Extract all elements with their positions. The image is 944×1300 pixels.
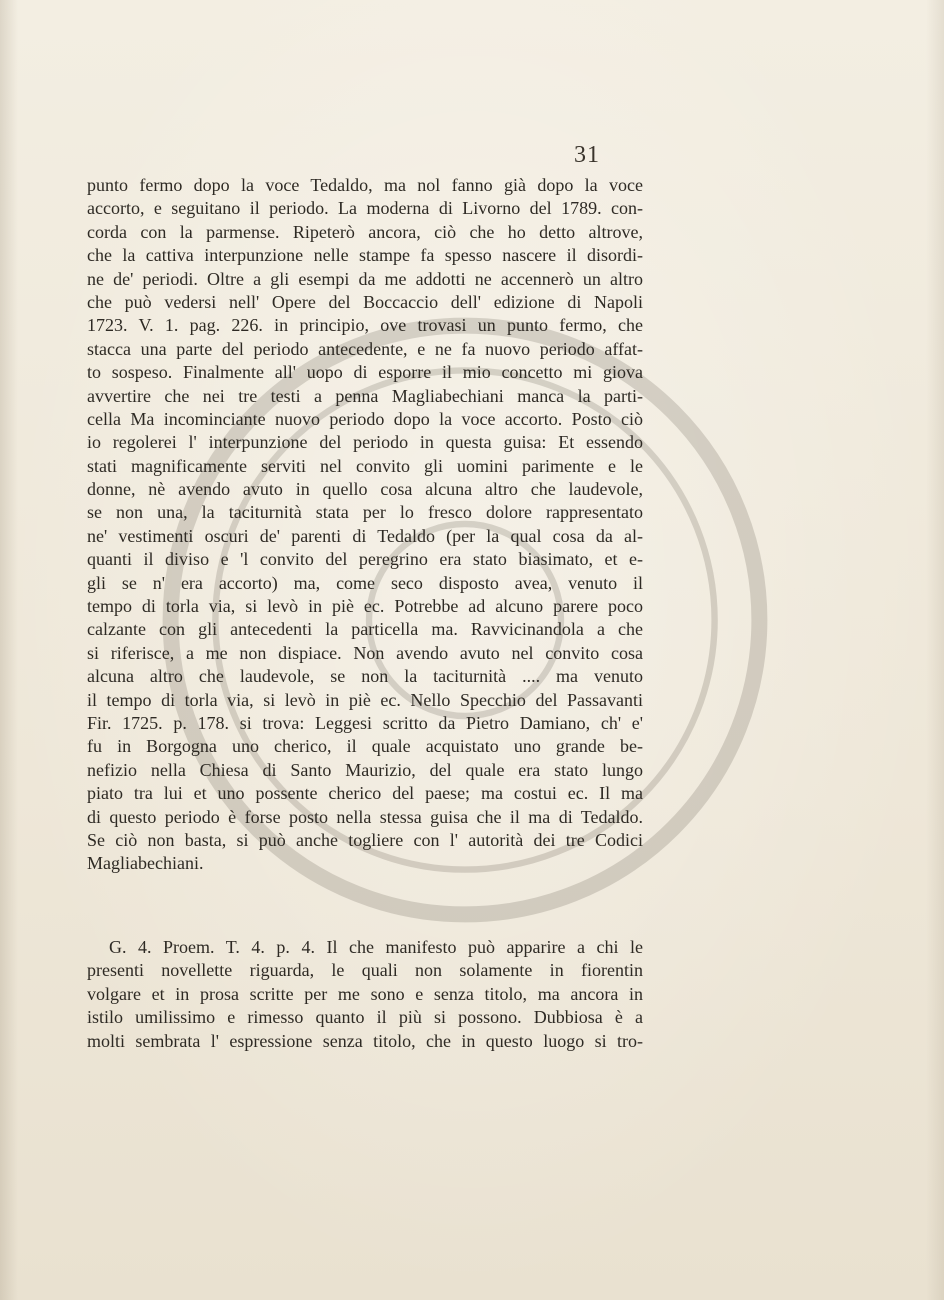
text-line: il tempo di torla via, si levò in piè ec. Nello Specchio del Passavanti: [87, 689, 643, 710]
text-line: stacca una parte del periodo antecedente, e ne fa nuovo periodo affat-: [87, 338, 643, 359]
text-line: tempo di torla via, si levò in piè ec. Potrebbe ad alcuno parere poco: [87, 596, 643, 617]
text-line: piato tra lui et uno possente cherico del paese; ma costui ec. Il ma: [87, 783, 643, 804]
text-line: che può vedersi nell' Opere del Boccaccio dell' edizione di Napoli: [87, 291, 643, 312]
text-line: Fir. 1725. p. 178. si trova: Leggesi scritto da Pietro Damiano, ch' e': [87, 712, 643, 733]
text-line: volgare et in prosa scritte per me sono e senza titolo, ma ancora in: [87, 983, 643, 1004]
text-line: alcuna altro che laudevole, se non la taciturnità .... ma venuto: [87, 666, 643, 687]
text-line: ne de' periodi. Oltre a gli esempi da me addotti ne accennerò un altro: [87, 268, 643, 289]
text-line: G. 4. Proem. T. 4. p. 4. Il che manifesto può apparire a chi le: [109, 937, 643, 957]
page-edge-right: [926, 0, 944, 1300]
text-line: calzante con gli antecedenti la particella ma. Ravvicinandola a che: [87, 619, 643, 640]
text-line: cella Ma incominciante nuovo periodo dopo la voce accorto. Posto ciò: [87, 408, 643, 429]
text-line: 1723. V. 1. pag. 226. in principio, ove trovasi un punto fermo, che: [87, 315, 643, 336]
text-line: Se ciò non basta, si può anche togliere con l' autorità dei tre Codici: [87, 829, 643, 850]
text-line: istilo umilissimo e rimesso quanto il più si possono. Dubbiosa è a: [87, 1007, 643, 1028]
text-line: nefizio nella Chiesa di Santo Maurizio, del quale era stato lungo: [87, 759, 643, 780]
text-line: di questo periodo è forse posto nella stessa guisa che il ma di Tedaldo.: [87, 806, 643, 827]
text-line: Magliabechiani.: [87, 853, 204, 874]
paragraph-2: [87, 936, 643, 1053]
text-line: accorto, e seguitano il periodo. La moderna di Livorno del 1789. con-: [87, 198, 643, 219]
text-line: gli se n' era accorto) ma, come seco disposto avea, venuto il: [87, 572, 643, 593]
text-line: se non una, la taciturnità stata per lo fresco dolore rappresentato: [87, 502, 643, 523]
paragraph-1: [87, 174, 643, 876]
text-line: io regolerei l' interpunzione del periodo in questa guisa: Et essendo: [87, 432, 643, 453]
text-line: to sospeso. Finalmente all' uopo di esporre il mio concetto mi giova: [87, 362, 643, 383]
text-line: si riferisce, a me non dispiace. Non avendo avuto nel convito cosa: [87, 642, 643, 663]
text-line: quanti il diviso e 'l convito del peregrino era stato biasimato, et e-: [87, 549, 643, 570]
page-number: 31: [574, 142, 600, 168]
text-line: punto fermo dopo la voce Tedaldo, ma nol fanno già dopo la voce: [87, 175, 643, 195]
text-line: fu in Borgogna uno cherico, il quale acquistato uno grande be-: [87, 736, 643, 757]
text-line: donne, nè avendo avuto in quello cosa alcuna altro che laudevole,: [87, 479, 643, 500]
text-line: presenti novellette riguarda, le quali non solamente in fiorentin: [87, 960, 643, 981]
text-line: molti sembrata l' espressione senza titolo, che in questo luogo si tro-: [87, 1030, 643, 1051]
text-line: ne' vestimenti oscuri de' parenti di Tedaldo (per la qual cosa da al-: [87, 525, 643, 546]
text-line: stati magnificamente serviti nel convito gli uomini parimente e le: [87, 455, 643, 476]
text-line: che la cattiva interpunzione nelle stampe fa spesso nascere il disordi-: [87, 245, 643, 266]
page-edge-left: [0, 0, 18, 1300]
text-line: avvertire che nei tre testi a penna Magliabechiani manca la parti-: [87, 385, 643, 406]
text-line: corda con la parmense. Ripeterò ancora, ciò che ho detto altrove,: [87, 221, 643, 242]
